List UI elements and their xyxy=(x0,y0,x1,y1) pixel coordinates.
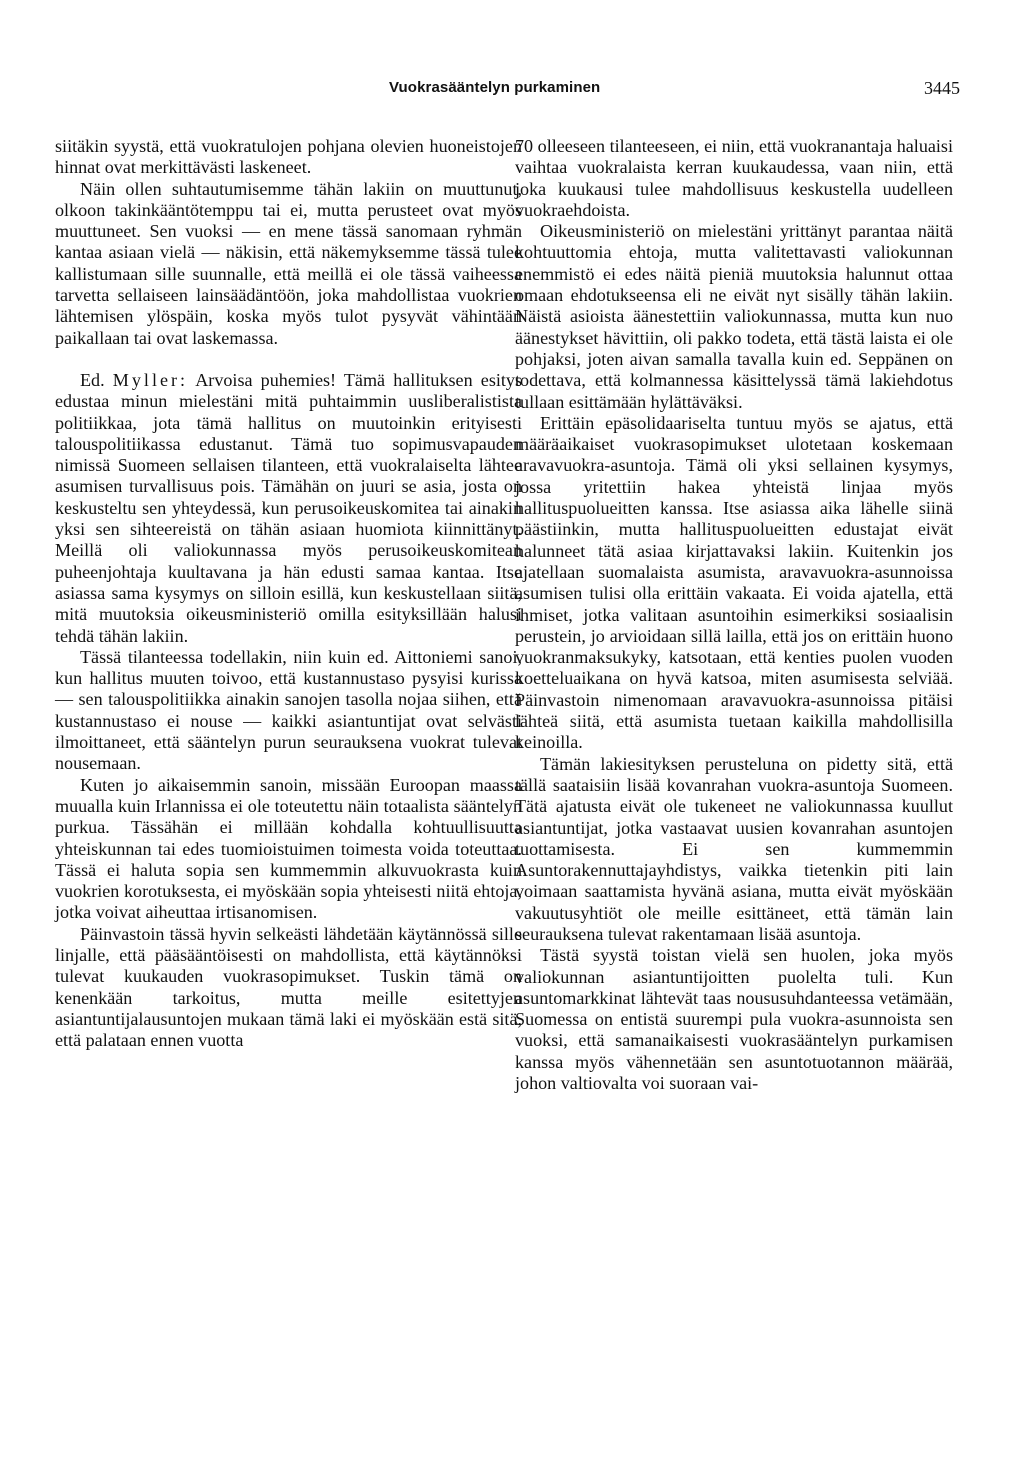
page-number: 3445 xyxy=(924,78,960,98)
right-paragraph-4: Tämän lakiesityksen perusteluna on pidetty sitä, että tällä saataisiin lisää kovanrahan vuokra-asuntoja Suomeen. Tätä ajatusta eivät ole tukeneet ne valiokunnassa kuullut asiantuntijat, jotka vastaavat uusien kovanrahan asuntojen tuottamisesta. Ei sen kummemmin Asuntorakennuttajayhdistys, vaikka tietenkin piti lain voimaan saattamista hyvänä asiana, mutta eivät myöskään vakuutusyhtiöt ole meille esittäneet, että tämän lain seurauksena tulevat rakentamaan lisää asuntoja. xyxy=(515,753,953,944)
right-column xyxy=(515,136,953,1094)
left-paragraph-5: Kuten jo aikaisemmin sanoin, missään Euroopan maassa muualla kuin Irlannissa ei ole toteutettu näin totaalista sääntelyn purkua. Tässähän ei millään kohdalla kohtuullisuutta yhteiskunnan tai edes tuomioistuimen toimesta voida toteuttaa. Tässä ei haluta sopia sen kummemmin alkuvuokrasta kuin vuokrien korotuksesta, ei myöskään sopia yhteisesti niitä ehtoja, jotka voivat aiheuttaa irtisanomisen. xyxy=(55,774,522,923)
left-paragraph-4: Tässä tilanteessa todellakin, niin kuin ed. Aittoniemi sanoi, kun hallitus muuten toivoo, että kustannustaso pysyisi kurissa — sen talouspolitiikka ainakin sanojen tasolla nojaa siihen, että kustannustaso ei nouse — kaikki asiantuntijat ovat selvästi ilmoittaneet, että sääntelyn purun seurauksena vuokrat tulevat nousemaan. xyxy=(55,646,522,774)
left-paragraph-2: Näin ollen suhtautumisemme tähän lakiin on muuttunut, olkoon takinkääntötemppu tai ei, mutta perusteet ovat myös muuttuneet. Sen vuoksi — en mene tässä sanomaan ryhmän kantaa asiaan vielä — näkisin, että näkemyksemme tässä tulee kallistumaan sille suunnalle, että meillä ei ole tässä vaiheessa tarvetta sellaiseen lainsäädäntöön, joka mahdollistaa vuokrien lähtemisen ylöspäin, koska myös tulot pysyvät vähintään paikallaan tai ovat laskemassa. xyxy=(55,178,522,348)
left-paragraph-6: Päinvastoin tässä hyvin selkeästi lähdetään käytännössä sille linjalle, että pääsääntöisesti on mahdollista, että käytännöksi tulevat kuukauden vuokrasopimukset. Tuskin tämä on kenenkään tarkoitus, mutta meille esitettyjen asiantuntijalausuntojen mukaan tämä laki ei myöskään estä sitä, että palataan ennen vuotta xyxy=(55,923,522,1051)
left-paragraph-3 xyxy=(55,370,522,647)
speaker-name: Myller: xyxy=(112,369,189,390)
right-paragraph-1: 70 olleeseen tilanteeseen, ei niin, että vuokranantaja haluaisi vaihtaa vuokralaista kerran kuukaudessa, vaan niin, että joka kuukausi tulee mahdollisuus keskustella uudelleen vuokraehdoista. xyxy=(515,136,953,220)
left-column xyxy=(55,136,522,1051)
speech-text: Arvoisa puhemies! Tämä hallituksen esitys edustaa minun mielestäni mitä puhtaimmin uusliberalistista politiikkaa, jota tämä hallitus on muutoinkin erityisesti talouspolitiikassa edustanut. Tämä tuo sopimusvapauden nimissä Suomeen sellaisen tilanteen, että vuokralaiselta lähtee asumisen turvallisuus pois. Tämähän on juuri se asia, josta on keskusteltu sen yhteydessä, kun perusoikeuskomitea tai ainakin yksi sen sihteereistä on tähän asiaan huomiota kiinnittänyt. Meillä oli valiokunnassa myös perusoikeuskomitean puheenjohtaja kuultavana ja hän edusti samaa kantaa. Itse asiassa sama kysymys on silloin esillä, kun keskustellaan siitä, mitä muutoksia oikeusministeriö omilla esityksillään halusi tehdä tähän lakiin. xyxy=(55,369,523,646)
left-paragraph-1: siitäkin syystä, että vuokratulojen pohjana olevien huoneistojen hinnat ovat merkittävästi laskeneet. xyxy=(55,136,522,178)
running-title: Vuokrasääntelyn purkaminen xyxy=(389,79,601,96)
speaker-prefix: Ed. xyxy=(80,369,113,390)
right-paragraph-3: Erittäin epäsolidaariselta tuntuu myös se ajatus, että määräaikaiset vuokrasopimukset ulotetaan koskemaan aravavuokra-asuntoja. Tämä oli yksi sellainen kysymys, jossa yritettiin hakea yhteistä linjaa myös hallituspuolueitten kanssa. Itse asiassa aika lähelle siinä päästiinkin, mutta hallituspuolueitten edustajat eivät halunneet tätä asiaa kirjattavaksi lakiin. Kuitenkin jos ajatellaan suomalaista asumista, aravavuokra-asunnoissa asumisen tulisi olla erittäin vakaata. Ei voida ajatella, että ihmiset, jotka valitaan asuntoihin esimerkiksi sosiaalisin perustein, jo arvioidaan sillä lailla, että jos on erittäin huono vuokranmaksukyky, katsotaan, että kenties puolen vuoden koetteluaikana on hyvä katsoa, miten asumisesta selviää. Päinvastoin nimenomaan aravavuokra-asunnoissa pitäisi lähteä siitä, että asumista tuetaan kaikilla mahdollisilla keinoilla. xyxy=(515,412,953,753)
right-paragraph-2: Oikeusministeriö on mielestäni yrittänyt parantaa näitä kohtuuttomia ehtoja, mutta valitettavasti valiokunnan enemmistö ei edes näitä pieniä muutoksia halunnut ottaa omaan ehdotukseensa eli ne eivät nyt sisälly tähän lakiin. Näistä asioista äänestettiin valiokunnassa, mutta kun nuo äänestykset hävittiin, oli pakko todeta, että tästä laista ei ole pohjaksi, joten aivan samalla tavalla kuin ed. Seppänen on todettava, että kolmannessa käsittelyssä tämä lakiehdotus tullaan esittämään hylättäväksi. xyxy=(515,221,953,412)
right-paragraph-5: Tästä syystä toistan vielä sen huolen, joka myös valiokunnan asiantuntijoitten puolelta tuli. Kun asuntomarkkinat lähtevät taas noususuhdanteessa vetämään, Suomessa on entistä suurempi pula vuokra-asunnoista sen vuoksi, että samanaikaisesti vuokrasääntelyn purkamisen kanssa myös vähennetään sen asuntotuotannon määrää, johon valtiovalta voi suoraan vai- xyxy=(515,945,953,1094)
